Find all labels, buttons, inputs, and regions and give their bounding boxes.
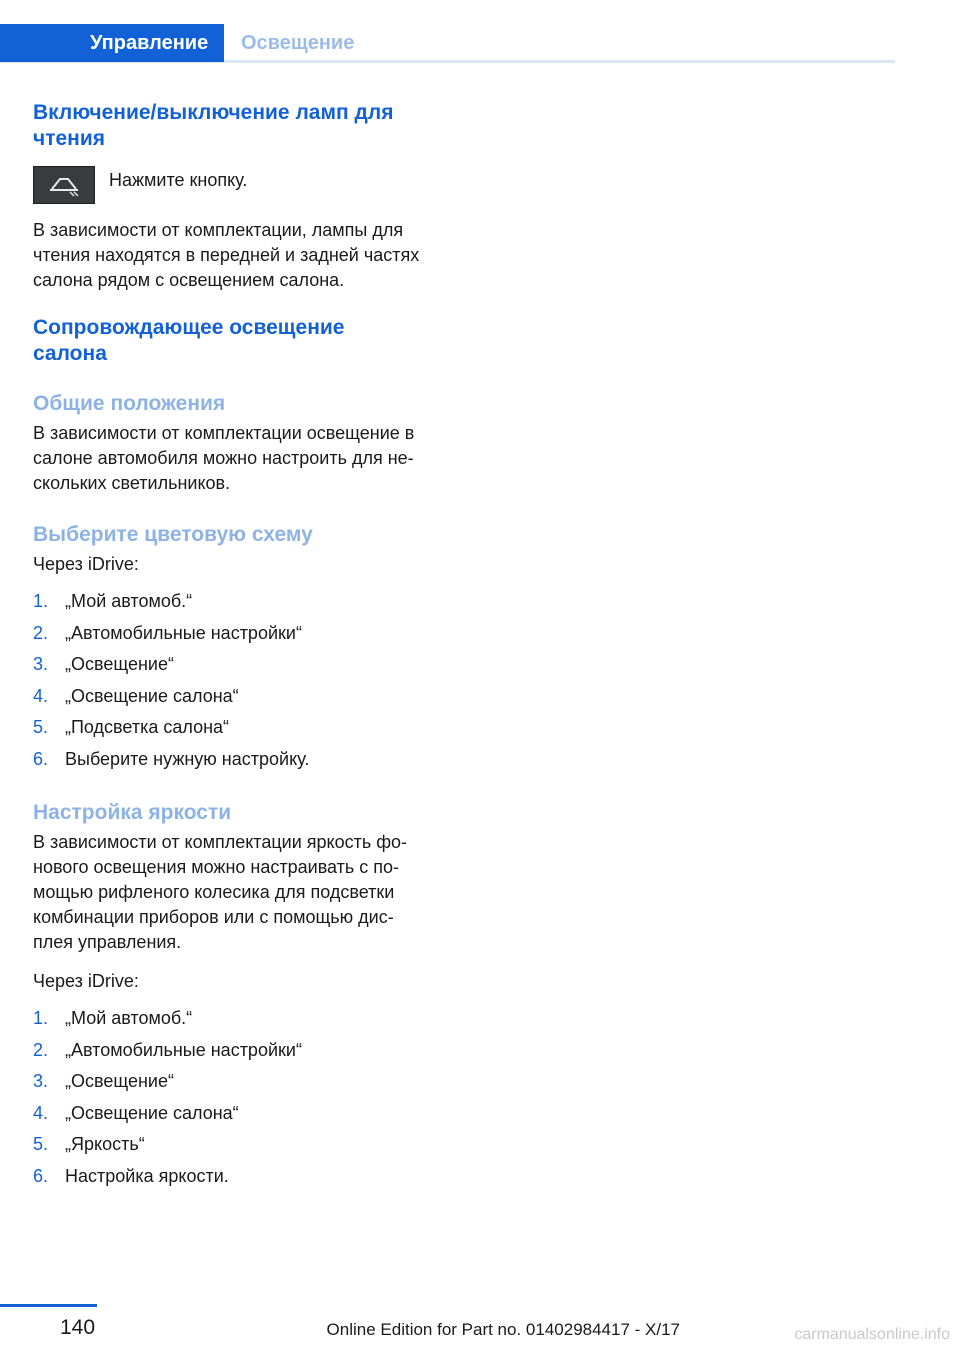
reading-lamp-description: В зависимости от комплектации, лампы для чтения находятся в передней и задней частях салона рядом с освещением салона. [33,220,420,290]
color-steps-list [33,589,453,778]
list-item: 1. „Мой автомоб.“ [33,1008,193,1028]
list-item: 2. „Автомобильные настройки“ [33,1039,302,1060]
heading-reading-lamps: Включение/выключение ламп для чтения [33,101,394,150]
list-item: 6. Выберите нужную настройку. [33,748,310,769]
list-item: 5. „Подсветка салона“ [33,717,230,737]
tab-control[interactable]: Управление [0,24,224,62]
heading-brightness: Настройка яркости [33,801,232,824]
reading-lamp-icon [33,166,95,204]
footer-divider [0,1304,97,1307]
brightness-description: В зависимости от комплектации яркость фо- нового освещения можно настраивать с по- мощью рифленого колесика для подсветки комбинации приборов или с помощью дис- плея управления. [33,832,408,952]
heading-color-scheme: Выберите цветовую схему [33,523,313,546]
page-number: 140 [60,1316,96,1339]
watermark: carmanualsonline.info [794,1326,950,1343]
brightness-steps-list [33,1006,453,1195]
list-item: 4. „Освещение салона“ [33,685,239,706]
list-item: 4. „Освещение салона“ [33,1102,239,1123]
list-item: 2. „Автомобильные настройки“ [33,622,302,643]
edition-note: Online Edition for Part no. 01402984417 - X/17 [326,1320,680,1339]
general-description: В зависимости от комплектации освещение в салоне автомобиля можно настроить для не- скольких светильников. [33,423,415,493]
list-item: 6. Настройка яркости. [33,1165,229,1186]
list-item: 3. „Освещение“ [33,654,174,674]
heading-general: Общие положения [33,392,226,415]
tab-lighting[interactable]: Освещение [241,32,355,54]
idrive-intro-color: Через iDrive: [33,554,139,574]
list-item: 5. „Яркость“ [33,1134,145,1154]
page-content [33,100,453,1195]
button-instruction: Нажмите кнопку. [109,170,248,190]
reading-lamp-button-row [33,166,453,204]
idrive-intro-brightness: Через iDrive: [33,971,139,991]
list-item: 3. „Освещение“ [33,1071,174,1091]
list-item: 1. „Мой автомоб.“ [33,591,193,611]
heading-ambient-lighting: Сопровождающее освещение салона [33,316,345,365]
